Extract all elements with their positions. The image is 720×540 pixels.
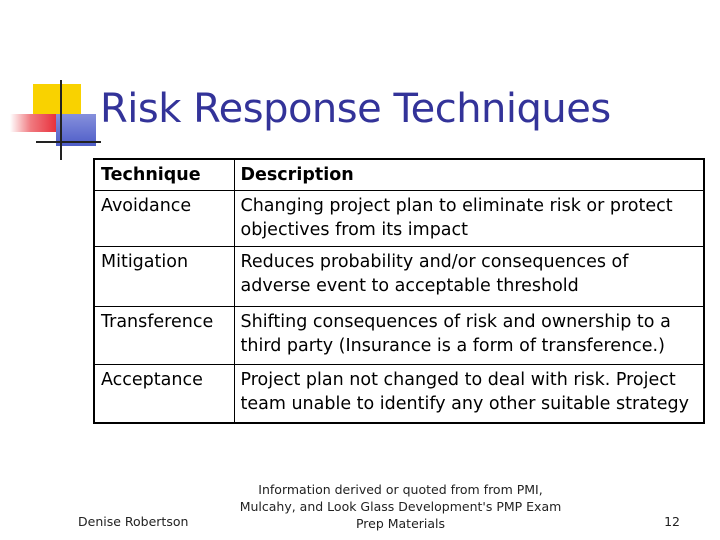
footer-source-line: Mulcahy, and Look Glass Development's PMP Exam: [239, 499, 562, 514]
column-header-description: Description: [234, 159, 704, 191]
technique-cell: Avoidance: [94, 191, 234, 247]
technique-cell: Transference: [94, 307, 234, 365]
footer-author: Denise Robertson: [78, 514, 189, 529]
table-row: [94, 191, 704, 247]
decoration-horizontal-line: [36, 141, 101, 143]
page-number: 12: [664, 514, 680, 529]
footer-source-note: [228, 481, 573, 532]
description-cell: Reduces probability and/or consequences of adverse event to acceptable threshold: [234, 247, 704, 307]
footer-source-line: Prep Materials: [355, 516, 446, 531]
table-row: [94, 365, 704, 423]
table-header-row: [94, 159, 704, 191]
description-cell: Project plan not changed to deal with risk. Project team unable to identify any other suitable strategy: [234, 365, 704, 423]
table-row: [94, 247, 704, 307]
decoration-vertical-line: [60, 80, 62, 160]
decoration-red-bar: [10, 114, 56, 132]
description-cell: Changing project plan to eliminate risk or protect objectives from its impact: [234, 191, 704, 247]
technique-cell: Mitigation: [94, 247, 234, 307]
slide-title: Risk Response Techniques: [100, 86, 611, 132]
description-cell: Shifting consequences of risk and ownership to a third party (Insurance is a form of transference.): [234, 307, 704, 365]
risk-response-table: [93, 158, 705, 424]
column-header-technique: Technique: [94, 159, 234, 191]
footer-source-line: Information derived or quoted from from PMI,: [258, 482, 543, 497]
table-row: [94, 307, 704, 365]
technique-cell: Acceptance: [94, 365, 234, 423]
